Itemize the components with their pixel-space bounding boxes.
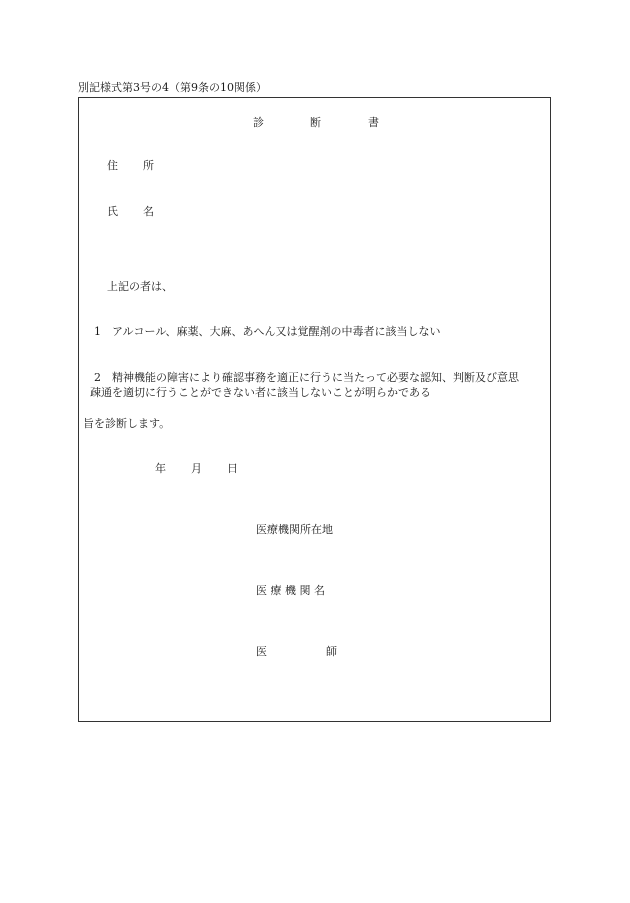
title-char-2: 断	[310, 116, 321, 129]
date-year: 年	[155, 462, 166, 475]
name-label-char-2: 名	[143, 205, 154, 218]
institution-address-label: 医療機関所在地	[256, 523, 333, 536]
institution-name-label: 医 療 機 関 名	[256, 584, 325, 597]
doctor-label-char-1: 医	[256, 645, 267, 658]
date-day: 日	[227, 462, 238, 475]
title-char-3: 書	[368, 116, 379, 129]
conclusion-text: 旨を診断します。	[83, 417, 171, 430]
address-label-char-1: 住	[107, 159, 118, 172]
address-label-char-2: 所	[143, 159, 154, 172]
intro-text: 上記の者は、	[107, 280, 173, 293]
title-char-1: 診	[253, 116, 264, 129]
doctor-label-char-2: 師	[326, 645, 337, 658]
item-1: 1 アルコール、麻薬、大麻、あへん又は覚醒剤の中毒者に該当しない	[94, 325, 441, 338]
form-reference: 別記様式第3号の4（第9条の10関係）	[78, 81, 267, 94]
item-2-line-2: 疎通を適切に行うことができない者に該当しないことが明らかである	[90, 386, 431, 399]
date-month: 月	[191, 462, 202, 475]
certificate-form	[78, 97, 551, 722]
item-2-line-1: 2 精神機能の障害により確認事務を適正に行うに当たって必要な認知、判断及び意思	[94, 371, 519, 384]
name-label-char-1: 氏	[107, 205, 118, 218]
